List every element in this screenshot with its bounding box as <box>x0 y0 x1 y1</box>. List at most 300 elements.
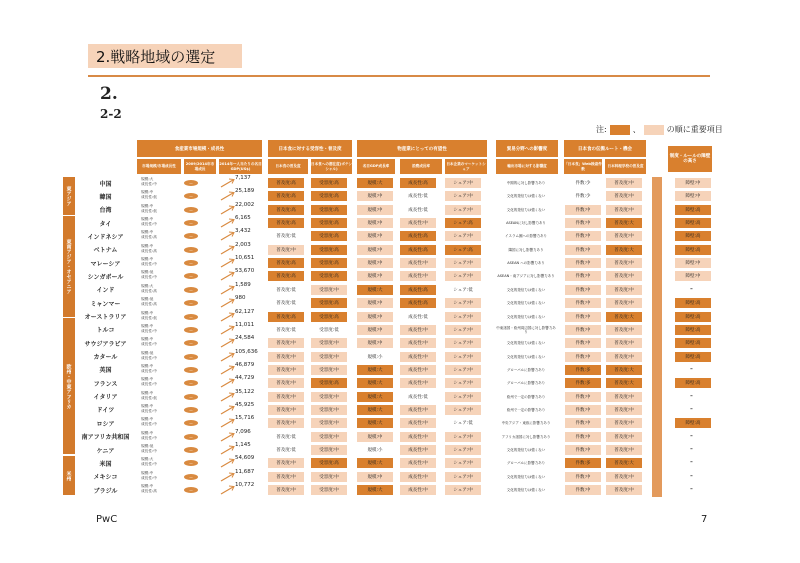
table-row <box>77 201 727 217</box>
gdp-value: 11,011 <box>235 321 255 328</box>
share-cell: シェア:中 <box>445 392 481 402</box>
gdp-value: 53,670 <box>235 268 255 275</box>
market-scale <box>141 444 171 456</box>
page-title: 2.戦略地域の選定 <box>96 48 216 66</box>
influence-cell: アフリカ諸国に対し影響力あり <box>501 434 551 439</box>
sub-growth: 2009/2014年市場成長 <box>184 159 216 174</box>
scale-growth: 成長性:中 <box>141 355 157 360</box>
potential-cell: 受容度:中 <box>311 472 347 482</box>
header-rules: 制度・ルールの障壁の高さ <box>668 146 712 172</box>
share-cell: シェア:中 <box>445 405 481 415</box>
scale-size: 規模:中 <box>141 403 154 408</box>
country-name: インド <box>96 287 115 295</box>
web-search-cell: 件数:中 <box>565 485 601 495</box>
potential-cell: 受容度:高 <box>311 271 347 281</box>
rule-barrier-cell: 障壁:高 <box>675 218 711 228</box>
web-search-cell: 件数:中 <box>565 472 601 482</box>
share-cell: シェア:中 <box>445 191 481 201</box>
growth-marker: — <box>184 420 198 426</box>
potential-cell: 受容度:中 <box>311 338 347 348</box>
trend-arrow-icon <box>220 270 236 282</box>
rule-barrier-none: - <box>690 430 693 440</box>
market-scale <box>141 244 171 256</box>
scale-size: 規模:中 <box>141 337 154 342</box>
consumption-cell: 成長性:中 <box>400 472 436 482</box>
gdp-per-capita <box>220 201 272 216</box>
web-search-cell: 件数:中 <box>565 432 601 442</box>
penetration-cell: 普及度:中 <box>268 458 304 468</box>
gdp-per-capita <box>220 361 272 376</box>
penetration-cell: 普及度:低 <box>276 327 296 333</box>
sub-influence: 輸出市場に対する影響度 <box>496 159 558 174</box>
school-cell: 普及度:中 <box>606 352 642 362</box>
market-scale <box>141 431 171 443</box>
gdp-per-capita <box>220 348 272 363</box>
market-scale <box>141 484 171 496</box>
trend-arrow-icon <box>220 417 236 429</box>
gdp-value: 35,122 <box>235 388 255 395</box>
scale-growth: 成長性:中 <box>141 408 157 413</box>
gdp-per-capita <box>220 444 272 456</box>
scale-growth: 成長性:中 <box>141 182 157 186</box>
scale-size: 規模:低 <box>141 297 154 302</box>
country-name: ブラジル <box>93 487 118 495</box>
share-cell: シェア:中 <box>445 258 481 268</box>
influence-cell: 文化的発信力は強くない <box>506 301 546 306</box>
rule-barrier-cell: 障壁:高 <box>675 325 711 335</box>
gdp-per-capita <box>220 241 272 256</box>
rule-barrier-cell: 障壁:高 <box>675 231 711 241</box>
gdp-growth-cell: 規模:大 <box>357 365 393 375</box>
gdp-growth-cell: 規模:中 <box>357 271 393 281</box>
growth-marker: — <box>184 354 198 360</box>
sub-web-search: 「日本食」Web検索件数 <box>564 159 602 174</box>
legend-separator: 、 <box>632 125 641 134</box>
school-cell: 普及度:大 <box>606 312 642 322</box>
scale-growth: 成長性:中 <box>141 342 157 347</box>
penetration-cell: 普及度:高 <box>268 312 304 322</box>
table-row <box>77 177 727 190</box>
growth-marker: — <box>184 407 198 413</box>
school-cell: 普及度:中 <box>606 445 642 455</box>
scale-size: 規模:中 <box>141 430 154 435</box>
trend-arrow-icon <box>220 230 236 242</box>
scale-size: 規模:中 <box>141 190 154 195</box>
gdp-growth-cell: 規模:中 <box>357 472 393 482</box>
rule-barrier-cell: 障壁:中 <box>675 178 711 188</box>
web-search-cell: 件数:中 <box>565 271 601 281</box>
web-search-cell: 件数:多 <box>565 378 601 388</box>
potential-cell: 受容度:高 <box>311 191 347 201</box>
scale-size: 規模:中 <box>141 310 154 315</box>
penetration-cell: 普及度:低 <box>276 234 296 240</box>
region-americas: 米州 <box>63 456 75 495</box>
gdp-per-capita <box>220 468 272 483</box>
potential-cell: 受容度:中 <box>311 392 347 402</box>
header-trade: 貿易分野への影響度 <box>496 140 558 157</box>
potential-cell: 受容度:高 <box>311 378 347 388</box>
gdp-growth-cell: 規模:中 <box>357 231 393 241</box>
consumption-cell: 成長性:中 <box>400 445 436 455</box>
header-industry: 物産業にとっての有望性 <box>357 140 487 157</box>
growth-marker: — <box>184 434 198 440</box>
market-scale <box>141 311 171 323</box>
table-row <box>77 401 727 417</box>
influence-cell: 文化的発信力は強くない <box>506 194 546 199</box>
table-row <box>77 308 727 324</box>
school-cell: 普及度:中 <box>606 191 642 201</box>
country-name: ロシア <box>96 420 115 428</box>
share-cell: シェア:中 <box>445 298 481 308</box>
potential-cell: 受容度:中 <box>311 432 347 442</box>
share-cell: シェア:中 <box>445 338 481 348</box>
market-scale <box>141 457 171 469</box>
table-row <box>77 270 727 283</box>
gdp-value: 2,003 <box>235 241 251 248</box>
web-search-cell: 件数:中 <box>565 258 601 268</box>
penetration-cell: 普及度:中 <box>268 245 304 255</box>
gdp-growth-cell: 規模:大 <box>357 285 393 295</box>
scale-growth: 成長性:低 <box>141 315 157 320</box>
share-cell: シェア:中 <box>445 365 481 375</box>
gdp-value: 6,165 <box>235 215 251 222</box>
consumption-cell: 成長性:中 <box>400 218 436 228</box>
penetration-cell: 普及度:低 <box>276 287 296 293</box>
gdp-value: 7,137 <box>235 175 251 181</box>
gdp-value: 54,609 <box>235 455 255 462</box>
scale-growth: 成長性:中 <box>141 262 157 267</box>
rule-barrier-cell: 障壁:高 <box>675 298 711 308</box>
gdp-growth-cell: 規模:中 <box>357 432 393 442</box>
market-scale <box>141 377 171 389</box>
gdp-growth-cell: 規模:中 <box>357 205 393 215</box>
school-cell: 普及度:中 <box>606 325 642 335</box>
market-scale <box>141 297 171 309</box>
rule-barrier-none: - <box>690 403 693 413</box>
growth-marker: — <box>184 474 198 480</box>
gdp-value: 1,589 <box>235 281 251 288</box>
scale-growth: 成長性:中 <box>141 462 157 467</box>
school-cell: 普及度:中 <box>606 205 642 215</box>
penetration-cell: 普及度:低 <box>276 448 296 453</box>
scale-growth: 成長性:高 <box>141 302 157 307</box>
gdp-value: 45,925 <box>235 401 255 408</box>
gdp-value: 10,651 <box>235 255 255 262</box>
school-cell: 普及度:大 <box>606 458 642 468</box>
region-southeast-asia: 東南アジア・オセアニア <box>63 216 75 317</box>
influence-cell: グローバルに影響力あり <box>506 461 546 466</box>
influence-cell: グローバルに影響力あり <box>506 381 546 386</box>
gdp-growth-cell: 規模:中 <box>357 325 393 335</box>
gdp-value: 24,584 <box>235 335 255 342</box>
gdp-value: 11,687 <box>235 468 255 475</box>
scale-size: 規模:中 <box>141 470 154 475</box>
gdp-growth-cell: 規模:中 <box>357 298 393 308</box>
scale-size: 規模:大 <box>141 283 154 288</box>
influence-cell: ASEAN・南アジアに対し影響力あり <box>497 274 555 279</box>
web-search-cell: 件数:中 <box>565 392 601 402</box>
scale-size: 規模:中 <box>141 484 154 489</box>
scale-size: 規模:大 <box>141 457 154 462</box>
gdp-growth-cell: 規模:中 <box>357 218 393 228</box>
table-row <box>77 361 727 377</box>
penetration-cell: 普及度:中 <box>268 352 304 362</box>
penetration-cell: 普及度:低 <box>276 301 296 307</box>
penetration-cell: 普及度:高 <box>268 205 304 215</box>
share-cell: シェア:中 <box>445 458 481 468</box>
consumption-cell: 成長性:中 <box>400 271 436 281</box>
rule-barrier-cell: 障壁:高 <box>675 378 711 388</box>
growth-marker: — <box>184 233 198 239</box>
section-subheading: 2-2 <box>100 107 122 121</box>
scale-size: 規模:中 <box>141 203 154 208</box>
penetration-cell: 普及度:中 <box>268 485 304 495</box>
trend-arrow-icon <box>220 457 236 469</box>
web-search-cell: 件数:多 <box>565 365 601 375</box>
share-cell: シェア:中 <box>445 205 481 215</box>
potential-cell: 受容度:中 <box>311 485 347 495</box>
market-scale <box>141 190 171 202</box>
consumption-cell: 成長性:低 <box>408 314 428 320</box>
consumption-cell: 成長性:中 <box>400 258 436 268</box>
country-name: フランス <box>93 380 118 388</box>
country-name: 英国 <box>99 367 112 375</box>
web-search-cell: 件数:中 <box>565 231 601 241</box>
trend-arrow-icon <box>220 364 236 376</box>
gdp-value: 10,772 <box>235 482 255 489</box>
scale-size: 規模:中 <box>141 323 154 328</box>
web-search-cell: 件数:中 <box>565 352 601 362</box>
trend-arrow-icon <box>220 217 236 229</box>
header-market: 食産業市場規模・成長性 <box>137 140 262 157</box>
consumption-cell: 成長性:高 <box>400 298 436 308</box>
penetration-cell: 普及度:低 <box>276 434 296 440</box>
table-row <box>77 297 727 310</box>
consumption-cell: 成長性:中 <box>400 458 436 468</box>
consumption-cell: 成長性:低 <box>408 194 428 200</box>
table-row <box>77 348 727 364</box>
influence-cell: 文化的発信力は強くない <box>506 354 546 359</box>
growth-marker: — <box>184 180 198 186</box>
penetration-cell: 普及度:中 <box>268 365 304 375</box>
influence-cell: 文化的発信力は強くない <box>506 207 546 212</box>
trend-arrow-icon <box>220 404 236 416</box>
web-search-cell: 件数:中 <box>565 325 601 335</box>
gdp-per-capita <box>220 321 272 336</box>
rule-barrier-cell: 障壁:中 <box>675 191 711 201</box>
gdp-value: 46,879 <box>235 361 255 368</box>
scale-size: 規模:中 <box>141 417 154 422</box>
potential-cell: 受容度:高 <box>311 298 347 308</box>
country-name: ケニア <box>96 447 115 455</box>
gdp-growth-cell: 規模:大 <box>357 392 393 402</box>
school-cell: 普及度:中 <box>606 178 642 188</box>
share-cell: シェア:中 <box>445 352 481 362</box>
rule-barrier-none: - <box>690 363 693 373</box>
market-scale <box>141 217 171 229</box>
influence-cell: 隣国に対し影響力あり <box>508 247 544 252</box>
sub-cooking-school: 日本料理学校の普及度 <box>605 159 646 174</box>
influence-cell: ASEANに対し影響力あり <box>506 221 546 226</box>
sub-scale: 市場規模/市場成長性 <box>137 159 181 174</box>
share-cell: シェア:中 <box>445 271 481 281</box>
rule-barrier-none: - <box>690 390 693 400</box>
potential-cell: 受容度:高 <box>311 458 347 468</box>
gdp-growth-cell: 規模:大 <box>357 418 393 428</box>
growth-marker: — <box>184 287 198 293</box>
gdp-growth-cell: 規模:大 <box>357 178 393 188</box>
scale-size: 規模:中 <box>141 363 154 368</box>
region-east-asia: 東アジア <box>63 177 75 215</box>
scale-size: 規模:低 <box>141 270 154 275</box>
growth-marker: — <box>184 260 198 266</box>
share-cell: シェア:中 <box>445 312 481 322</box>
growth-marker: — <box>184 447 198 453</box>
title-rule <box>88 75 710 77</box>
table-row <box>77 377 727 390</box>
growth-marker: — <box>184 394 198 400</box>
scale-size: 規模:中 <box>141 377 154 382</box>
consumption-cell: 成長性:中 <box>400 378 436 388</box>
influence-cell: 文化的発信力は強くない <box>506 488 546 493</box>
country-name: 米国 <box>99 460 112 468</box>
potential-cell: 受容度:高 <box>311 245 347 255</box>
school-cell: 普及度:大 <box>606 218 642 228</box>
table-row <box>77 484 727 497</box>
web-search-cell: 件数:中 <box>565 218 601 228</box>
rule-barrier-none: - <box>690 484 693 494</box>
share-cell: シェア:高 <box>445 245 481 255</box>
table-row <box>77 217 727 230</box>
school-cell: 普及度:中 <box>606 338 642 348</box>
table-row <box>77 417 727 430</box>
penetration-cell: 普及度:中 <box>268 338 304 348</box>
influence-cell: 文化的発信力は強くない <box>506 448 546 452</box>
school-cell: 普及度:中 <box>606 298 642 308</box>
country-name: サウジアラビア <box>84 340 127 348</box>
potential-cell: 受容度:中 <box>311 445 347 455</box>
market-scale <box>141 471 171 483</box>
web-search-cell: 件数:中 <box>565 298 601 308</box>
gdp-per-capita <box>220 377 272 389</box>
sub-gdp-per-capita: 2014年一人当たりの名目GDP(US$) <box>219 159 262 174</box>
potential-cell: 受容度:中 <box>311 285 347 295</box>
potential-cell: 受容度:高 <box>311 205 347 215</box>
consumption-cell: 成長性:中 <box>400 405 436 415</box>
gdp-growth-cell: 規模:小 <box>367 448 383 453</box>
scale-growth: 成長性:中 <box>141 435 157 440</box>
influence-cell: 欧州で一定の影響力あり <box>506 407 546 412</box>
growth-marker: — <box>184 247 198 253</box>
market-scale <box>141 324 171 336</box>
gdp-value: 3,432 <box>235 228 251 235</box>
potential-cell: 受容度:高 <box>311 178 347 188</box>
trend-arrow-icon <box>220 297 236 309</box>
share-cell: シェア:中 <box>445 472 481 482</box>
rule-barrier-cell: 障壁:中 <box>675 258 711 268</box>
gdp-growth-cell: 規模:大 <box>357 378 393 388</box>
school-cell: 普及度:中 <box>606 271 642 281</box>
potential-cell: 受容度:中 <box>311 352 347 362</box>
influence-cell: 文化的発信力は強くない <box>506 474 546 479</box>
penetration-cell: 普及度:中 <box>268 418 304 428</box>
school-cell: 普及度:中 <box>606 405 642 415</box>
penetration-cell: 普及度:中 <box>268 378 304 388</box>
web-search-cell: 件数:少 <box>575 194 591 200</box>
school-cell: 普及度:中 <box>606 472 642 482</box>
region-europe-mea: 欧州・中東アフリカ <box>63 318 75 454</box>
web-search-cell: 件数:中 <box>565 405 601 415</box>
share-cell: シェア:中 <box>445 378 481 388</box>
web-search-cell: 件数:少 <box>575 181 591 186</box>
potential-cell: 受容度:低 <box>319 327 339 333</box>
scale-growth: 成長性:低 <box>141 208 157 213</box>
consumption-cell: 成長性:高 <box>400 178 436 188</box>
rule-barrier-cell: 障壁:高 <box>675 205 711 215</box>
gdp-growth-cell: 規模:中 <box>357 312 393 322</box>
market-scale <box>141 417 171 429</box>
scale-growth: 成長性:中 <box>141 382 157 387</box>
potential-cell: 受容度:中 <box>311 405 347 415</box>
growth-marker: — <box>184 367 198 373</box>
scale-growth: 成長性:中 <box>141 328 157 333</box>
gdp-per-capita <box>220 190 272 202</box>
growth-marker: — <box>184 380 198 386</box>
table-row <box>77 337 727 350</box>
trend-arrow-icon <box>220 204 236 216</box>
market-scale <box>141 284 171 296</box>
trend-arrow-icon <box>220 311 236 323</box>
scale-growth: 成長性:中 <box>141 449 157 453</box>
table-row <box>77 444 727 457</box>
share-cell: シェア:高 <box>445 218 481 228</box>
scale-growth: 成長性:中 <box>141 475 157 480</box>
web-search-cell: 件数:中 <box>565 418 601 428</box>
market-scale <box>141 364 171 376</box>
scale-size: 規模:中 <box>141 230 154 235</box>
consumption-cell: 成長性:高 <box>400 245 436 255</box>
table-row <box>77 241 727 257</box>
scale-size: 規模:大 <box>141 177 154 181</box>
country-name: 韓国 <box>99 193 112 201</box>
gdp-value: 62,127 <box>235 308 255 315</box>
rule-barrier-none: - <box>690 457 693 467</box>
page-number: 7 <box>701 514 708 525</box>
trend-arrow-icon <box>220 190 236 202</box>
trend-arrow-icon <box>220 484 236 496</box>
influence-cell: 欧州で一定の影響力あり <box>506 394 546 399</box>
market-scale <box>141 351 171 363</box>
penetration-cell: 普及度:中 <box>268 405 304 415</box>
share-cell: シェア:中 <box>445 178 481 188</box>
country-name: シンガポール <box>87 273 124 281</box>
country-name: 中国 <box>99 180 112 188</box>
country-name: ベトナム <box>93 247 118 255</box>
web-search-cell: 件数:中 <box>565 312 601 322</box>
growth-marker: — <box>184 193 198 199</box>
potential-cell: 受容度:高 <box>311 312 347 322</box>
table-row <box>77 190 727 203</box>
scale-size: 規模:中 <box>141 243 154 248</box>
gdp-per-capita <box>220 388 272 403</box>
growth-marker: — <box>184 460 198 466</box>
consumption-cell: 成長性:中 <box>400 365 436 375</box>
gdp-growth-cell: 規模:中 <box>357 258 393 268</box>
header-route: 日本食の伝搬ルート・機会 <box>564 140 646 157</box>
consumption-cell: 成長性:高 <box>400 285 436 295</box>
gdp-value: 25,189 <box>235 188 255 195</box>
influence-cell: ASEAN への影響力あり <box>507 261 545 266</box>
